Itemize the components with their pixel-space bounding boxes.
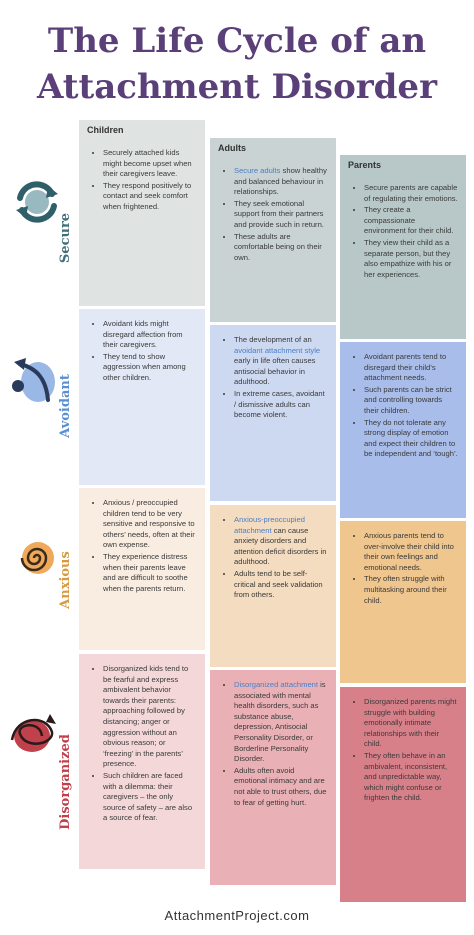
avoidant-arrow-icon: [8, 356, 60, 406]
list-item: • These adults are comfortable being on their own.: [234, 232, 328, 264]
list-item: • Anxious parents tend to over-involve their child into their own feelings and emotional needs.: [364, 531, 458, 573]
list-item: [234, 166, 328, 198]
list-item: • Disorganized parents might struggle with building emotionally intimate relationships with their child.: [364, 697, 458, 750]
avoidant-parents-card: [340, 342, 466, 518]
anxious-adults-card: [210, 505, 336, 667]
row-label-disorganized: Disorganized: [58, 734, 73, 830]
list-item: • Adults tend to be self-critical and seek validation from others.: [234, 569, 328, 601]
list-item: • Securely attached kids might become upset when their caregivers leave.: [103, 148, 197, 180]
highlight-term: Secure adults: [234, 166, 281, 175]
column-header-children: Children: [79, 120, 205, 138]
list-item: • They respond positively to contact and seek comfort when frightened.: [103, 181, 197, 213]
list-item: • Such parents can be strict and controlling towards their children.: [364, 385, 458, 417]
anxious-parents-card: [340, 521, 466, 683]
list-item: • They seek emotional support from their partners and provide such in return.: [234, 199, 328, 231]
row-label-secure: Secure: [58, 212, 73, 264]
list-item: • Disorganized kids tend to be fearful and express ambivalent behavior towards their parents: approaching followed by distancing; anger or aggression without an obvious reason; or ‘freezing’ in the parents’ presence.: [103, 664, 197, 770]
anxious-children-card: [79, 488, 205, 650]
disorganized-children-card: [79, 654, 205, 869]
secure-adults-card: [210, 156, 336, 322]
list-item: • They experience distress when their parents leave and are difficult to soothe when the parents return.: [103, 552, 197, 594]
list-item: • Secure parents are capable of regulating their emotions.: [364, 183, 458, 204]
list-item: [234, 335, 328, 388]
footer-website: AttachmentProject.com: [164, 908, 310, 923]
page-title-line-1: The Life Cycle of an: [47, 21, 427, 61]
list-item: [234, 680, 328, 765]
highlight-term: avoidant attachment style: [234, 345, 321, 355]
list-item: • Such children are faced with a dilemma: their caregivers – the only source of safety – are also a source of fear.: [103, 771, 197, 824]
list-item: • They tend to show aggression when among other children.: [103, 352, 197, 384]
list-item: • Adults often avoid emotional intimacy and are not able to trust others, due to fear of getting hurt.: [234, 766, 328, 808]
highlight-term: Disorganized attachment: [234, 680, 318, 689]
page-title-line-2: Attachment Disorder: [37, 67, 437, 107]
secure-parents-card: [340, 173, 466, 339]
column-header-adults: Adults: [210, 138, 336, 156]
list-item: • Anxious / preoccupied children tend to be very sensitive and responsive to others’ needs, often at their own expense.: [103, 498, 197, 551]
list-item-text: show healthy and balanced behaviour in relationships.: [234, 166, 327, 197]
list-item: • They often struggle with multitasking around their child.: [364, 574, 458, 606]
avoidant-adults-card: [210, 325, 336, 501]
list-item: • They view their child as a separate person, but they also empathize with his or her experiences.: [364, 238, 458, 280]
row-label-avoidant: Avoidant: [58, 374, 73, 438]
list-item: • In extreme cases, avoidant / dismissive adults can become violent.: [234, 389, 328, 421]
avoidant-children-card: [79, 309, 205, 485]
disorganized-adults-card: [210, 670, 336, 885]
list-item: • They do not tolerate any strong display of emotion and expect their children to be independent and ‘tough’.: [364, 418, 458, 460]
list-item: [234, 515, 328, 568]
list-item: • They create a compassionate environment for their child.: [364, 205, 458, 237]
secure-children-card: [79, 138, 205, 306]
disorganized-tangle-icon: [6, 710, 58, 758]
disorganized-parents-card: [340, 687, 466, 902]
list-item: • Avoidant parents tend to disregard their child’s attachment needs.: [364, 352, 458, 384]
list-item-text: is associated with mental health disorders, such as substance abuse, depression, Antisocial Personality Disorder, or Borderline Personality Disorder.: [234, 680, 326, 764]
list-item-text: can cause anxiety disorders and attention deficit disorders in adulthood.: [234, 525, 327, 567]
anxious-spiral-icon: [10, 536, 58, 580]
list-item: • They often behave in an ambivalent, inconsistent, and unpredictable way, which might confuse or frighten the child.: [364, 751, 458, 804]
list-item: • Avoidant kids might disregard affection from their caregivers.: [103, 319, 197, 351]
list-item-text: early in life often causes antisocial behavior in adulthood.: [234, 356, 316, 387]
secure-circle-arrows-icon: [12, 180, 62, 224]
highlight-term: Anxious-preoccupied attachment: [234, 515, 305, 535]
list-item-text: The development of an: [234, 335, 312, 344]
row-label-anxious: Anxious: [58, 551, 73, 609]
column-header-parents: Parents: [340, 155, 466, 173]
